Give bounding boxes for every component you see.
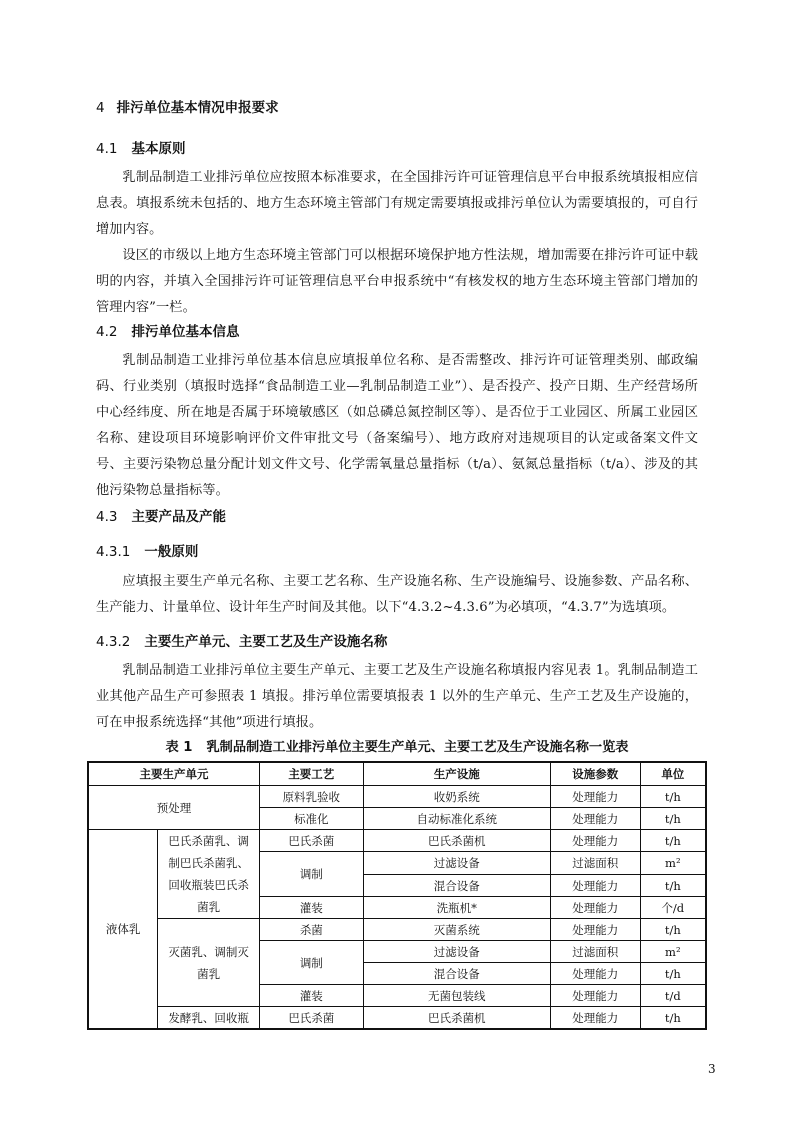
table-row <box>88 786 706 808</box>
param-cell: 处理能力 <box>550 985 640 1007</box>
page-number: 3 <box>708 1062 716 1076</box>
table-1 <box>87 761 707 1030</box>
param-cell: 处理能力 <box>550 919 640 941</box>
param-cell: 处理能力 <box>550 963 640 985</box>
section-title: 排污单位基本情况申报要求 <box>116 100 279 116</box>
paragraph: 应填报主要生产单元名称、主要工艺名称、生产设施名称、生产设施编号、设施参数、产品名称、生产能力、计量单位、设计年生产时间及其他。以下“4.3.2~4.3.6”为必填项，“4.3.7”为选填项。 <box>96 574 698 615</box>
param-cell: 过滤面积 <box>550 852 640 875</box>
header-facility: 生产设施 <box>363 762 550 786</box>
section-title: 排污单位基本信息 <box>131 324 240 340</box>
table-caption <box>96 736 698 755</box>
process-cell: 标准化 <box>260 808 364 830</box>
section-number: 4.3.2 <box>96 634 131 650</box>
subunit-cell: 巴氏杀菌乳、调制巴氏杀菌乳、回收瓶装巴氏杀菌乳 <box>158 830 260 919</box>
section-4-1-heading <box>96 137 185 157</box>
section-number: 4.3 <box>96 509 118 525</box>
table-header-row <box>88 762 706 786</box>
measure-cell: t/d <box>640 985 706 1007</box>
param-cell: 处理能力 <box>550 830 640 852</box>
param-cell: 处理能力 <box>550 786 640 808</box>
measure-cell: t/h <box>640 830 706 852</box>
process-cell: 杀菌 <box>260 919 364 941</box>
facility-cell: 灭菌系统 <box>363 919 550 941</box>
header-param: 设施参数 <box>550 762 640 786</box>
paragraph: 设区的市级以上地方生态环境主管部门可以根据环境保护地方性法规，增加需要在排污许可证中载明的内容，并填入全国排污许可证管理信息平台申报系统中“有核发权的地方生态环境主管部门增加的管理内容”一栏。 <box>96 248 698 315</box>
measure-cell: t/h <box>640 919 706 941</box>
facility-cell: 巴氏杀菌机 <box>363 830 550 852</box>
param-cell: 过滤面积 <box>550 941 640 963</box>
measure-cell: 个/d <box>640 897 706 919</box>
facility-cell: 混合设备 <box>363 963 550 985</box>
process-cell: 调制 <box>260 852 364 897</box>
paragraph: 乳制品制造工业排污单位主要生产单元、主要工艺及生产设施名称填报内容见表 1。乳制品制造工业其他产品生产可参照表 1 填报。排污单位需要填报表 1 以外的生产单元、生产工艺及生产设施的，可在申报系统选择“其他”项进行填报。 <box>96 663 698 730</box>
unit-cell: 预处理 <box>88 786 260 830</box>
subunit-cell: 灭菌乳、调制灭菌乳 <box>158 919 260 1007</box>
paragraph: 乳制品制造工业排污单位基本信息应填报单位名称、是否需整改、排污许可证管理类别、邮政编码、行业类别（填报时选择“食品制造工业—乳制品制造工业”）、是否投产、投产日期、生产经营场所中心经纬度、所在地是否属于环境敏感区（如总磷总氮控制区等）、是否位于工业园区、所属工业园区名称、建设项目环境影响评价文件审批文号（备案编号）、地方政府对违规项目的认定或备案文件文号、主要污染物总量分配计划文件文号、化学需氧量总量指标（t/a）、氨氮总量指标（t/a）、涉及的其他污染物总量指标等。 <box>96 353 698 498</box>
measure-cell: m² <box>640 941 706 963</box>
section-4-heading <box>96 96 279 116</box>
section-4-3-heading <box>96 505 226 525</box>
section-number: 4.2 <box>96 324 118 340</box>
header-measure: 单位 <box>640 762 706 786</box>
section-4-2-heading <box>96 320 239 340</box>
table-number: 表 1 <box>165 740 193 755</box>
param-cell: 处理能力 <box>550 875 640 897</box>
header-unit: 主要生产单元 <box>88 762 260 786</box>
measure-cell: t/h <box>640 808 706 830</box>
param-cell: 处理能力 <box>550 808 640 830</box>
process-cell: 调制 <box>260 941 364 985</box>
facility-cell: 混合设备 <box>363 875 550 897</box>
header-process: 主要工艺 <box>260 762 364 786</box>
table-row <box>88 830 706 852</box>
measure-cell: m² <box>640 852 706 875</box>
unit-cell: 液体乳 <box>88 830 158 1030</box>
process-cell: 灌装 <box>260 985 364 1007</box>
section-title: 一般原则 <box>144 544 199 560</box>
measure-cell: t/h <box>640 786 706 808</box>
table-title: 乳制品制造工业排污单位主要生产单元、主要工艺及生产设施名称一览表 <box>206 740 629 755</box>
section-number: 4.1 <box>96 141 118 157</box>
facility-cell: 洗瓶机* <box>363 897 550 919</box>
facility-cell: 过滤设备 <box>363 852 550 875</box>
table-row <box>88 1007 706 1030</box>
facility-cell: 自动标准化系统 <box>363 808 550 830</box>
section-title: 主要产品及产能 <box>131 509 226 525</box>
paragraph: 乳制品制造工业排污单位应按照本标准要求，在全国排污许可证管理信息平台申报系统填报相应信息表。填报系统未包括的、地方生态环境主管部门有规定需要填报或排污单位认为需要填报的，可自行增加内容。 <box>96 170 698 237</box>
process-cell: 巴氏杀菌 <box>260 1007 364 1030</box>
section-number: 4 <box>96 100 105 116</box>
process-cell: 原料乳验收 <box>260 786 364 808</box>
table-row <box>88 919 706 941</box>
section-title: 主要生产单元、主要工艺及生产设施名称 <box>144 634 388 650</box>
measure-cell: t/h <box>640 1007 706 1030</box>
measure-cell: t/h <box>640 963 706 985</box>
section-4-3-1-heading <box>96 540 198 560</box>
process-cell: 灌装 <box>260 897 364 919</box>
param-cell: 处理能力 <box>550 1007 640 1030</box>
section-4-3-2-heading <box>96 630 387 650</box>
facility-cell: 过滤设备 <box>363 941 550 963</box>
section-title: 基本原则 <box>131 141 186 157</box>
subunit-cell: 发酵乳、回收瓶 <box>158 1007 260 1030</box>
measure-cell: t/h <box>640 875 706 897</box>
facility-cell: 巴氏杀菌机 <box>363 1007 550 1030</box>
facility-cell: 收奶系统 <box>363 786 550 808</box>
facility-cell: 无菌包装线 <box>363 985 550 1007</box>
param-cell: 处理能力 <box>550 897 640 919</box>
section-number: 4.3.1 <box>96 544 131 560</box>
process-cell: 巴氏杀菌 <box>260 830 364 852</box>
